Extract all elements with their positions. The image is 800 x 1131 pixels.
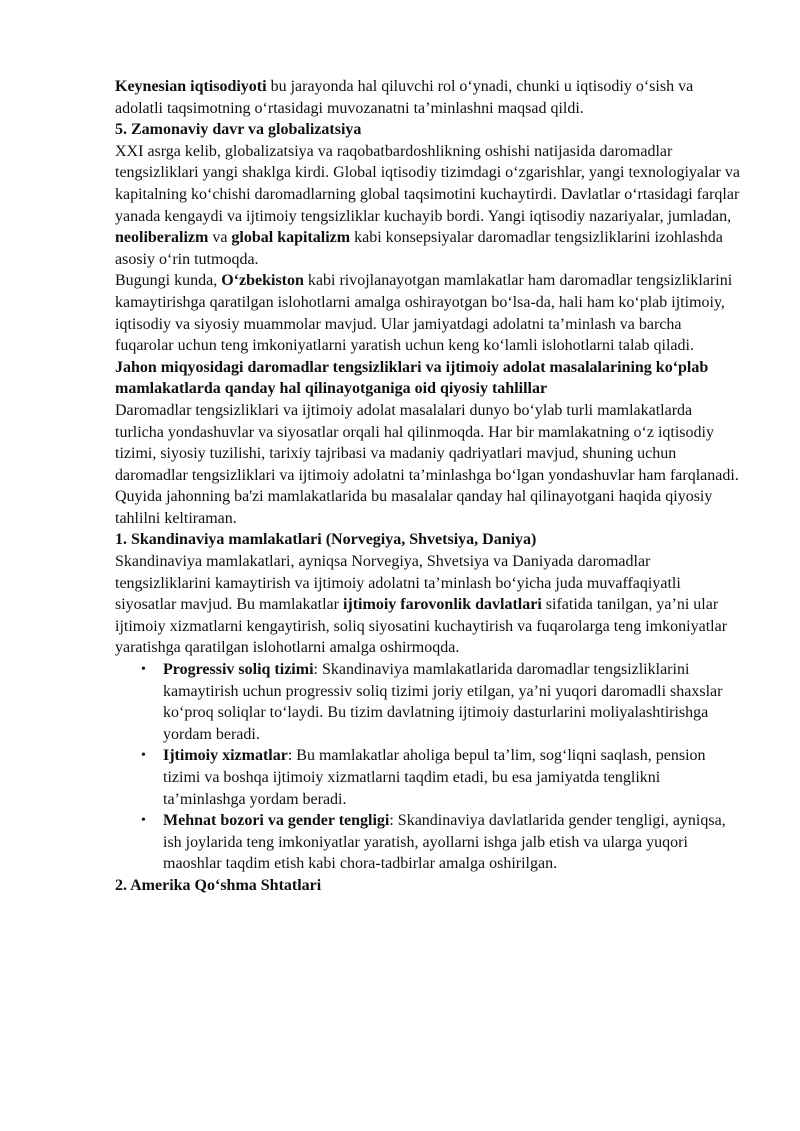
heading-section-2: 2. Amerika Qoʻshma Shtatlari [115,876,322,894]
list-item [141,745,744,810]
paragraph-globalization [115,141,744,271]
paragraph-scandinavia [115,551,744,659]
paragraph-text: XXI asrga kelib, globalizatsiya va raqobatbardoshlikning oshishi natijasida daromadlar tengsizliklari yangi shaklga kirdi. Global iqtisodiy tizimdagi oʻzgarishlar, yangi texnologiyalar va kapitalning koʻchishi daromadlarning global taqsimotini kuchaytirdi. Davlatlar oʻrtasidagi farqlar yanada kengaydi va ijtimoiy tengsizliklar kuchayib bordi. Yangi iqtisodiy nazariyalar, jumladan, [115,142,740,225]
list-item-text: : Skandinaviya davlatlarida gender tengligi, ayniqsa, ish joylarida teng imkoniyatlar yaratish, ayollarni ishga jalb etish va ularga yuqori maoshlar taqdim etish kabi chora-tadbirlar amalga oshirilgan. [163,812,726,873]
bullet-list [115,659,744,875]
bold-term: neoliberalizm [115,229,209,247]
paragraph-text: Bugungi kunda, [115,272,222,290]
bullet-icon: • [141,748,146,764]
list-item [141,810,744,875]
bold-term: ijtimoiy farovonlik davlatlari [342,596,542,614]
paragraph-text: sifatida tanilgan, yaʼni ular ijtimoiy xizmatlarni kengaytirish, soliq siyosatini kuchaytirish va fuqarolarga teng imkoniyatlar yaratishga qaratilgan islohotlarni amalga oshirmoqda. [115,596,728,657]
bullet-icon: • [141,662,146,678]
paragraph-text: Skandinaviya mamlakatlari, ayniqsa Norvegiya, Shvetsiya va Daniyada daromadlar tengsizliklarini kamaytirish va ijtimoiy adolatni taʼminlash boʻyicha juda muvaffaqiyatli siyosatlar mavjud. Bu mamlakatlar [115,553,681,614]
bold-term: Mehnat bozori va gender tengligi [163,812,390,830]
list-item-text: : Bu mamlakatlar aholiga bepul taʼlim, sogʻliqni saqlash, pension tizimi va boshqa ijtimoiy xizmatlarni taqdim etadi, bu esa jamiyatda tenglikni taʼminlashga yordam beradi. [163,747,706,808]
bold-term: global kapitalizm [231,229,351,247]
bold-term: Oʻzbekiston [221,272,304,290]
bold-term: Keynesian iqtisodiyoti [115,78,267,95]
list-item [141,659,744,745]
bold-term: Ijtimoiy xizmatlar [163,747,288,765]
heading-comparative-analysis: Jahon miqyosidagi daromadlar tengsizliklari va ijtimoiy adolat masalalarining koʻplab mamlakatlarda qanday hal qilinayotganiga oid qiyosiy tahlillar [115,358,709,398]
list-item-text: : Skandinaviya mamlakatlarida daromadlar tengsizliklarini kamaytirish uchun progressiv soliq tizimi joriy etilgan, yaʼni yuqori daromadli shaxslar koʻproq soliqlar toʻlaydi. Bu tizim davlatning ijtimoiy dasturlarini moliyalashtirishga yordam beradi. [163,661,723,743]
heading-section-5: 5. Zamonaviy davr va globalizatsiya [115,121,362,139]
paragraph-text: kabi rivojlanayotgan mamlakatlar ham daromadlar tengsizliklarini kamaytirishga qaratilgan islohotlarni amalga oshirayotgan boʻlsa-da, hali ham koʻplab ijtimoiy, iqtisodiy va siyosiy muammolar mavjud. Ular jamiyatdagi adolatni taʼminlash va barcha fuqarolar uchun teng imkoniyatlarni yaratish uchun keng koʻlamli islohotlarni talab qiladi. [115,272,733,355]
bold-term: Progressiv soliq tizimi [163,661,314,679]
paragraph-keynesian [115,76,744,119]
bullet-icon: • [141,813,146,829]
heading-section-1: 1. Skandinaviya mamlakatlari (Norvegiya, Shvetsiya, Daniya) [115,531,537,549]
paragraph-text: bu jarayonda hal qiluvchi rol oʻynadi, chunki u iqtisodiy oʻsish va adolatli taqsimotning oʻrtasidagi muvozanatni taʼminlashni maqsad qildi. [115,78,694,117]
paragraph-approaches: Daromadlar tengsizliklari va ijtimoiy adolat masalalari dunyo boʻylab turli mamlakatlarda turlicha yondashuvlar va siyosatlar orqali hal qilinmoqda. Har bir mamlakatning oʻz iqtisodiy tizimi, siyosiy tuzilishi, tarixiy tajribasi va madaniy qadriyatlari mavjud, shuning uchun daromadlar tengsizliklari va ijtimoiy adolatni taʼminlashga boʻlgan yondashuvlar ham farqlanadi. Quyida jahonning ba'zi mamlakatlarida bu masalalar qanday hal qilinayotgani haqida qiyosiy tahlilni keltiraman. [115,401,739,527]
paragraph-text: va [208,229,232,247]
paragraph-text: kabi konsepsiyalar daromadlar tengsizliklarini izohlashda asosiy oʻrin tutmoqda. [115,229,723,268]
paragraph-uzbekistan [115,270,744,356]
